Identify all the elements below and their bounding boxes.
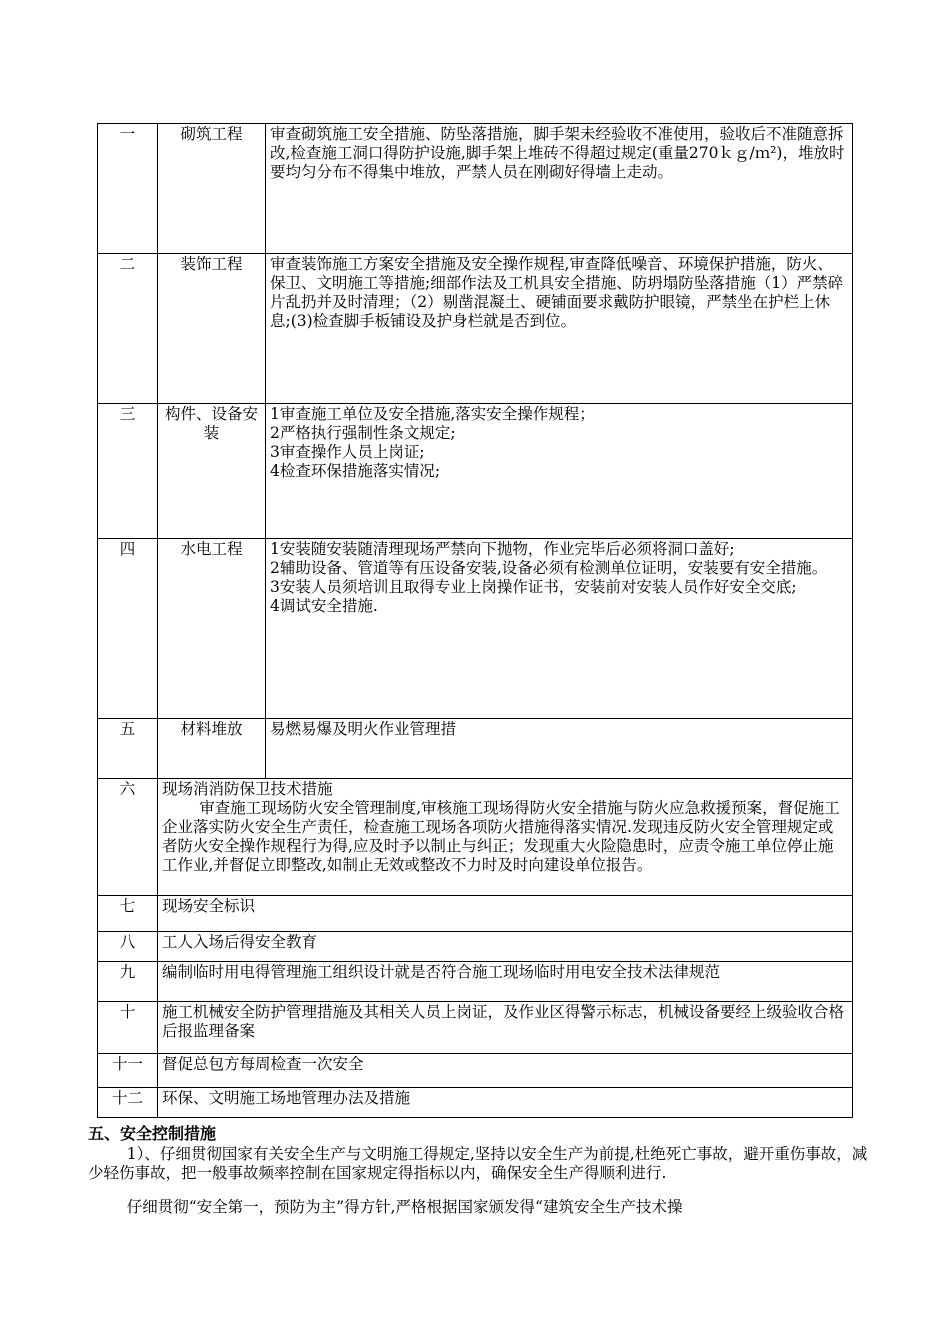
description-line: 4检查环保措施落实情况; bbox=[270, 462, 441, 480]
row-number: 八 bbox=[98, 932, 158, 962]
table-row bbox=[98, 1088, 853, 1118]
row-number: 五 bbox=[98, 719, 158, 779]
row-description bbox=[266, 539, 853, 719]
table-row bbox=[98, 539, 853, 719]
row-number: 一 bbox=[98, 124, 158, 254]
row-content: 施工机械安全防护管理措施及其相关人员上岗证，及作业区得警示标志，机械设备要经上级验收合格后报监理备案 bbox=[158, 1002, 853, 1054]
table-row bbox=[98, 404, 853, 539]
table-row bbox=[98, 932, 853, 962]
description-line: 2严格执行强制性条文规定; bbox=[270, 424, 456, 442]
row-category: 水电工程 bbox=[158, 539, 266, 719]
row-number: 二 bbox=[98, 254, 158, 404]
row-number: 三 bbox=[98, 404, 158, 539]
table-row bbox=[98, 779, 853, 896]
row-number: 六 bbox=[98, 779, 158, 896]
row-category: 装饰工程 bbox=[158, 254, 266, 404]
row-content: 现场安全标识 bbox=[158, 896, 853, 932]
description-line: 3安装人员须培训且取得专业上岗操作证书，安装前对安装人员作好安全交底; bbox=[270, 578, 797, 596]
table-row bbox=[98, 124, 853, 254]
table-row bbox=[98, 254, 853, 404]
section-heading: 五、安全控制措施 bbox=[88, 1124, 217, 1143]
row-description: 易燃易爆及明火作业管理措 bbox=[266, 719, 853, 779]
row-description: 审查砌筑施工安全措施、防坠落措施，脚手架未经验收不准使用，验收后不准随意拆改,检查施工洞口得防护设施,脚手架上堆砖不得超过规定(重量270ｋｇ/ｍ²)，堆放时要均匀分布不得集中堆放，严禁人员在刚砌好得墙上走动。 bbox=[266, 124, 853, 254]
row-content: 督促总包方每周检查一次安全 bbox=[158, 1054, 853, 1088]
description-line: 4调试安全措施. bbox=[270, 597, 378, 615]
row-content bbox=[158, 779, 853, 896]
table-row bbox=[98, 1054, 853, 1088]
row-title: 现场消消防保卫技术措施 bbox=[162, 780, 333, 798]
row-body: 审查施工现场防火安全管理制度,审核施工现场得防火安全措施与防火应急救援预案，督促施工企业落实防火安全生产责任，检查施工现场各项防火措施得落实情况.发现违反防火安全管理规定或者防火安全操作规程行为得,应及时予以制止与纠正；发现重大火险隐患时，应责令施工单位停止施工作业,并督促立即整改,如制止无效或整改不力时及时向建设单位报告。 bbox=[162, 799, 840, 874]
row-description bbox=[266, 404, 853, 539]
paragraph: 1）、仔细贯彻国家有关安全生产与文明施工得规定,坚持以安全生产为前提,杜绝死亡事故，避开重伤事故，减少轻伤事故，把一般事故频率控制在国家规定得指标以内，确保安全生产得顺利进行. bbox=[88, 1145, 868, 1182]
row-number: 十二 bbox=[98, 1088, 158, 1118]
table-row bbox=[98, 896, 853, 932]
row-number: 十 bbox=[98, 1002, 158, 1054]
description-line: 2辅助设备、管道等有压设备安装,设备必须有检测单位证明，安装要有安全措施。 bbox=[270, 559, 828, 577]
description-line: 1审查施工单位及安全措施,落实安全操作规程； bbox=[270, 405, 595, 423]
row-category: 构件、设备安装 bbox=[158, 404, 266, 539]
safety-measures-table bbox=[97, 123, 853, 1118]
description-line: 1安装随安装随清理现场严禁向下抛物，作业完毕后必须将洞口盖好; bbox=[270, 540, 735, 558]
table-row bbox=[98, 719, 853, 779]
description-line: 3审查操作人员上岗证; bbox=[270, 443, 425, 461]
row-content: 编制临时用电得管理施工组织设计就是否符合施工现场临时用电安全技术法律规范 bbox=[158, 962, 853, 1002]
row-number: 四 bbox=[98, 539, 158, 719]
row-number: 九 bbox=[98, 962, 158, 1002]
row-content: 工人入场后得安全教育 bbox=[158, 932, 853, 962]
paragraph: 仔细贯彻“安全第一，预防为主”得方针,严格根据国家颁发得“建筑安全生产技术操 bbox=[126, 1198, 683, 1216]
table-row bbox=[98, 962, 853, 1002]
row-number: 十一 bbox=[98, 1054, 158, 1088]
table-row bbox=[98, 1002, 853, 1054]
row-content: 环保、文明施工场地管理办法及措施 bbox=[158, 1088, 853, 1118]
row-number: 七 bbox=[98, 896, 158, 932]
row-category: 砌筑工程 bbox=[158, 124, 266, 254]
row-description: 审查装饰施工方案安全措施及安全操作规程,审查降低噪音、环境保护措施，防火、保卫、文明施工等措施;细部作法及工机具安全措施、防坍塌防坠落措施（1）严禁碎片乱扔并及时清理；（2）剔凿混凝土、硬铺面要求戴防护眼镜，严禁坐在护栏上休息;(3)检查脚手板铺设及护身栏就是否到位。 bbox=[266, 254, 853, 404]
row-category: 材料堆放 bbox=[158, 719, 266, 779]
